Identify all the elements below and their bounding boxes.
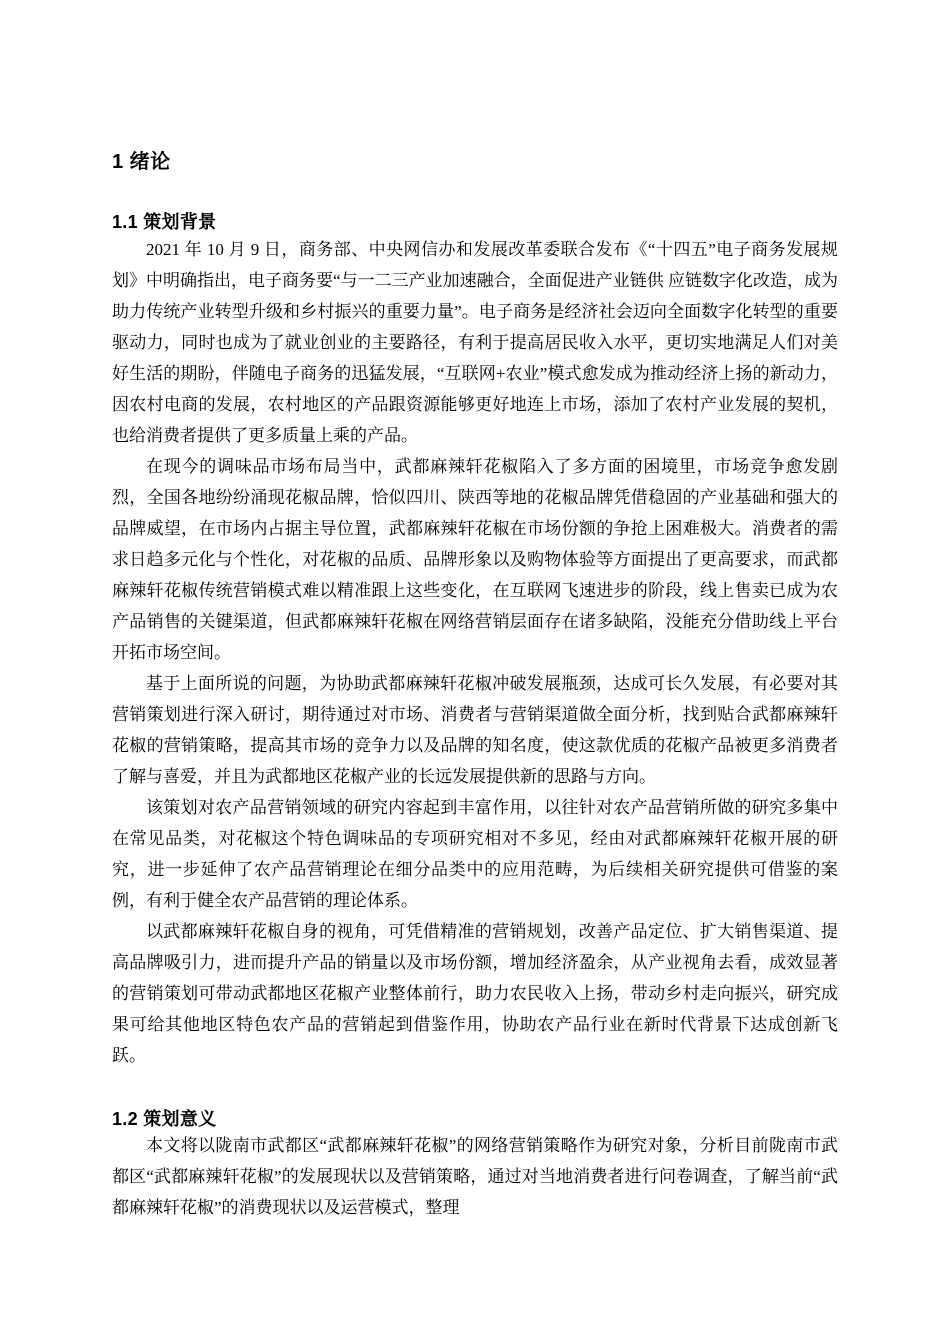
paragraph: 以武都麻辣轩花椒自身的视角，可凭借精准的营销规划，改善产品定位、扩大销售渠道、提高品牌吸引力，进而提升产品的销量以及市场份额，增加经济盈余，从产业视角去看，成效显著的营销策划可带动武都地区花椒产业整体前行，助力农民收入上扬，带动乡村走向振兴，研究成果可给其他地区特色农产品的营销起到借鉴作用，协助农产品行业在新时代背景下达成创新飞跃。	[112, 921, 838, 1065]
section-heading-1-2: 1.2 策划意义	[112, 1108, 217, 1129]
paragraph: 本文将以陇南市武都区“武都麻辣轩花椒”的网络营销策略作为研究对象，分析目前陇南市武都区“武都麻辣轩花椒”的发展现状以及营销策略，通过对当地消费者进行问卷调查，了解当前“武都麻辣轩花椒”的消费现状以及运营模式，整理	[112, 1136, 838, 1218]
paragraph: 该策划对农产品营销领域的研究内容起到丰富作用，以往针对农产品营销所做的研究多集中在常见品类，对花椒这个特色调味品的专项研究相对不多见，经由对武都麻辣轩花椒开展的研究，进一步延伸了农产品营销理论在细分品类中的应用范畴，为后续相关研究提供可借鉴的案例，有利于健全农产品营销的理论体系。	[112, 797, 838, 910]
paragraph: 基于上面所说的问题，为协助武都麻辣轩花椒冲破发展瓶颈，达成可长久发展，有必要对其营销策划进行深入研讨，期待通过对市场、消费者与营销渠道做全面分析，找到贴合武都麻辣轩花椒的营销策略，提高其市场的竞争力以及品牌的知名度，使这款优质的花椒产品被更多消费者了解与喜爱，并且为武都地区花椒产业的长远发展提供新的思路与方向。	[112, 673, 838, 786]
section-heading-1-1: 1.1 策划背景	[112, 212, 217, 232]
page-title: 1 绪论	[112, 151, 171, 173]
document-body	[112, 150, 838, 1223]
paragraph: 2021 年 10 月 9 日，商务部、中央网信办和发展改革委联合发布《“十四五”电子商务发展规划》中明确指出，电子商务要“与一二三产业加速融合，全面促进产业链供 应链数字化改造，成为助力传统产业转型升级和乡村振兴的重要力量”。电子商务是经济社会迈向全面数字化转型的重要驱动力，同时也成为了就业创业的主要路径，有利于提高居民收入水平，更切实地满足人们对美好生活的期盼，伴随电子商务的迅猛发展，“互联网+农业”模式愈发成为推动经济上扬的新动力，因农村电商的发展，农村地区的产品跟资源能够更好地连上市场，添加了农村产业发展的契机，也给消费者提供了更多质量上乘的产品。	[112, 239, 838, 445]
paragraph: 在现今的调味品市场布局当中，武都麻辣轩花椒陷入了多方面的困境里，市场竞争愈发剧烈，全国各地纷纷涌现花椒品牌，恰似四川、陕西等地的花椒品牌凭借稳固的产业基础和强大的品牌威望，在市场内占据主导位置，武都麻辣轩花椒在市场份额的争抢上困难极大。消费者的需求日趋多元化与个性化，对花椒的品质、品牌形象以及购物体验等方面提出了更高要求，而武都麻辣轩花椒传统营销模式难以精准跟上这些变化，在互联网飞速进步的阶段，线上售卖已成为农产品销售的关键渠道，但武都麻辣轩花椒在网络营销层面存在诸多缺陷，没能充分借助线上平台开拓市场空间。	[112, 456, 838, 662]
